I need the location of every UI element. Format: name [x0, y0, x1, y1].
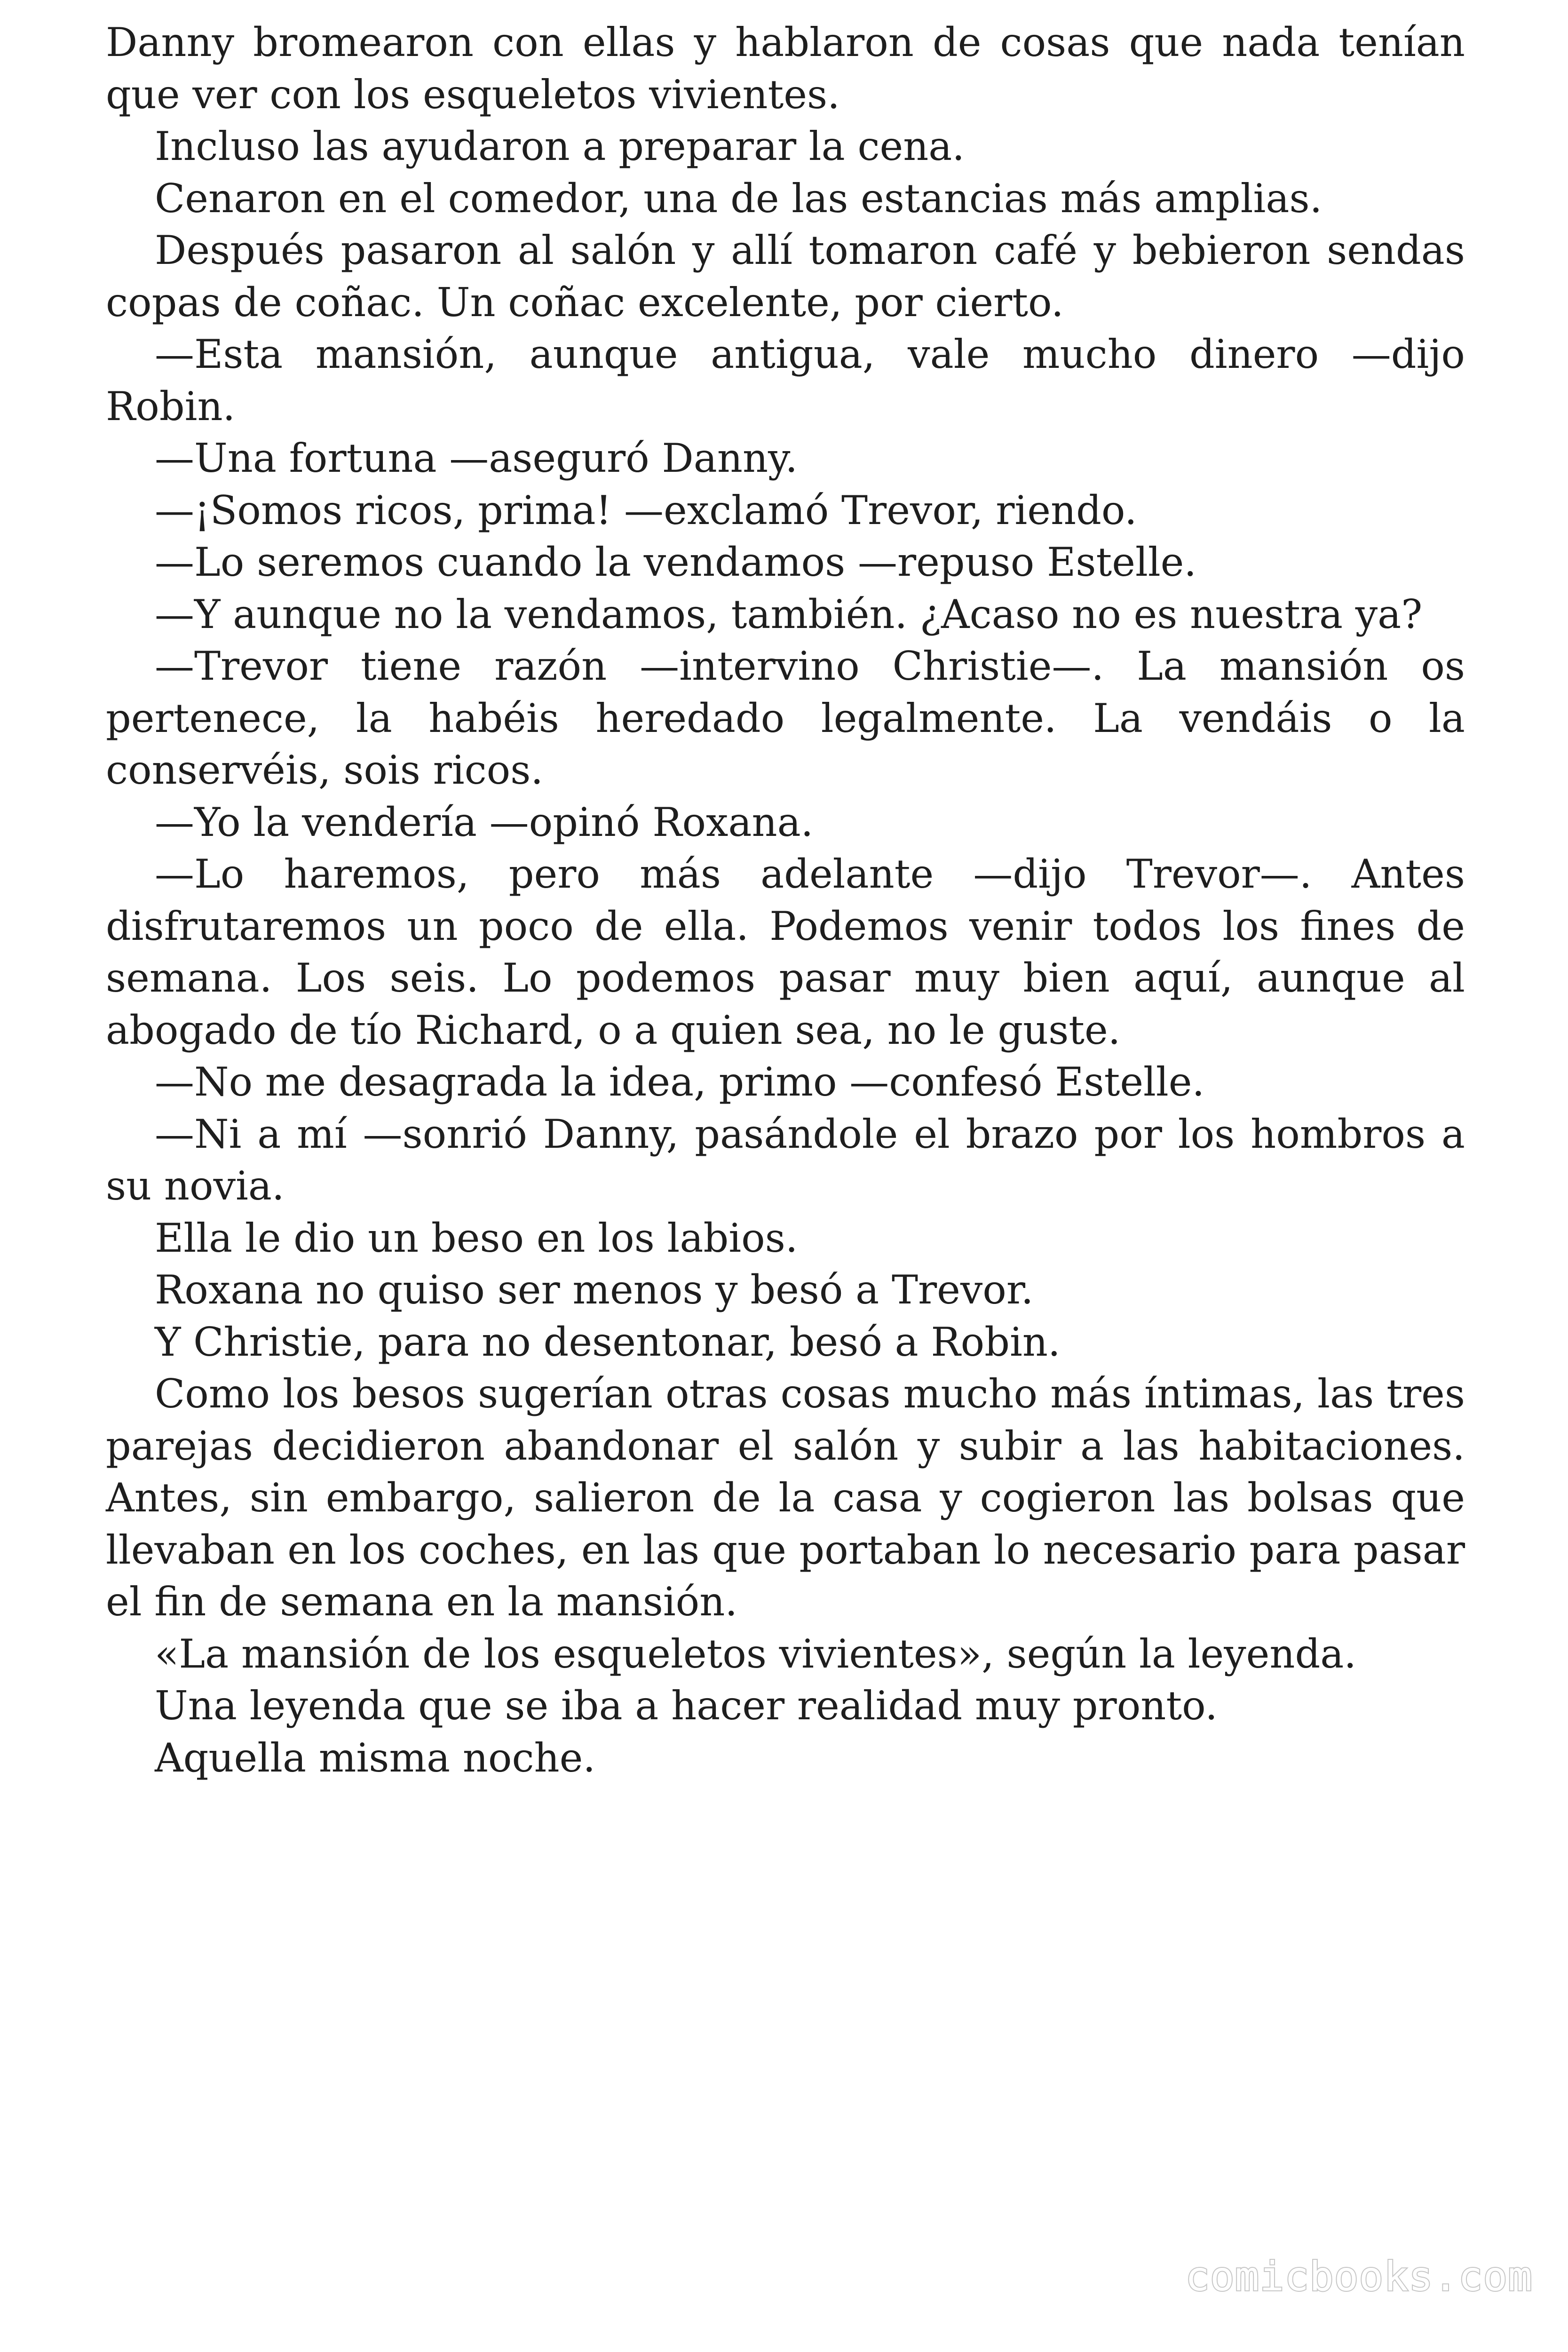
- dialogue-line: —Lo haremos, pero más adelante —dijo Trevor—. Antes disfrutaremos un poco de ella. Podemos venir todos los fines de semana. Los seis. Lo podemos pasar muy bien aquí, aunque al abogado de tío Richard, o a quien sea, no le guste.: [106, 851, 1465, 1053]
- dialogue-line: —Lo seremos cuando la vendamos —repuso Estelle.: [155, 539, 1197, 585]
- dialogue-line: —¡Somos ricos, prima! —exclamó Trevor, riendo.: [155, 487, 1137, 533]
- page-body: [106, 16, 1465, 1784]
- paragraph: Danny bromearon con ellas y hablaron de cosas que nada tenían que ver con los esqueletos vivientes.: [106, 19, 1465, 118]
- dialogue-line: —Ni a mí —sonrió Danny, pasándole el brazo por los hombros a su novia.: [106, 1111, 1465, 1209]
- paragraph: Una leyenda que se iba a hacer realidad muy pronto.: [155, 1683, 1218, 1729]
- dialogue-line: —Una fortuna —aseguró Danny.: [155, 435, 798, 481]
- dialogue-line: —Esta mansión, aunque antigua, vale mucho dinero —dijo Robin.: [106, 331, 1465, 429]
- paragraph: «La mansión de los esqueletos vivientes», según la leyenda.: [155, 1630, 1357, 1677]
- dialogue-line: —Yo la vendería —opinó Roxana.: [155, 799, 814, 845]
- paragraph: Cenaron en el comedor, una de las estancias más amplias.: [155, 175, 1323, 222]
- dialogue-line: —No me desagrada la idea, primo —confesó Estelle.: [155, 1059, 1205, 1105]
- watermark: comicbooks.com: [1185, 2253, 1533, 2300]
- paragraph: Aquella misma noche.: [155, 1734, 596, 1781]
- paragraph: Como los besos sugerían otras cosas mucho más íntimas, las tres parejas decidieron abandonar el salón y subir a las habitaciones. Antes, sin embargo, salieron de la casa y cogieron las bolsas que llevaban en los coches, en las que portaban lo necesario para pasar el fin de semana en la mansión.: [106, 1371, 1465, 1625]
- paragraph: Y Christie, para no desentonar, besó a Robin.: [155, 1319, 1061, 1365]
- paragraph: Incluso las ayudaron a preparar la cena.: [155, 123, 965, 169]
- dialogue-line: —Y aunque no la vendamos, también. ¿Acaso no es nuestra ya?: [155, 591, 1423, 637]
- paragraph: Roxana no quiso ser menos y besó a Trevor.: [155, 1267, 1034, 1313]
- paragraph: Después pasaron al salón y allí tomaron café y bebieron sendas copas de coñac. Un coñac excelente, por cierto.: [106, 227, 1465, 326]
- paragraph: Ella le dio un beso en los labios.: [155, 1215, 798, 1261]
- dialogue-line: —Trevor tiene razón —intervino Christie—. La mansión os pertenece, la habéis heredado legalmente. La vendáis o la conservéis, sois ricos.: [106, 643, 1465, 793]
